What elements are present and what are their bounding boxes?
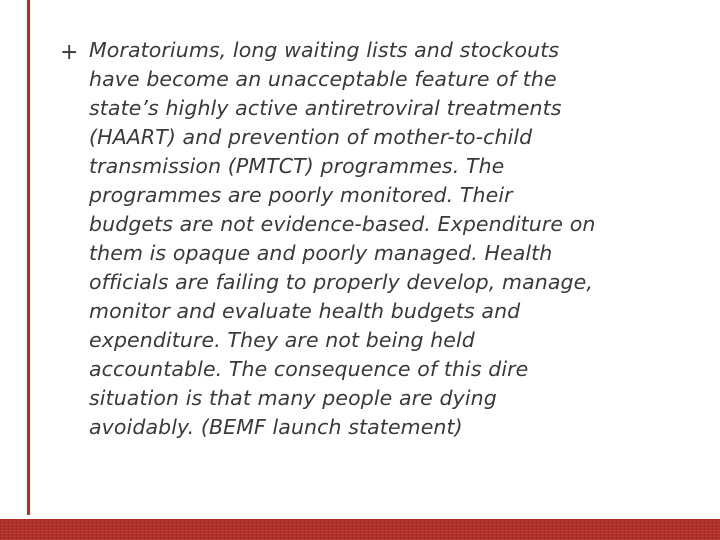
bullet-plus-marker: + (60, 40, 79, 65)
bullet-body-text: Moratoriums, long waiting lists and stockouts have become an unacceptable feature of the state’s highly active antiretroviral treatments (HAART) and prevention of mother-to-child transmission (PMTCT) programmes. The programmes are poorly monitored. Their budgets are not evidence-based. Expenditure on them is opaque and poorly managed. Health officials are failing to properly develop, manage, monitor and evaluate health budgets and expenditure. They are not being held accountable. The consequence of this dire situation is that many people are dying avoidably. (BEMF launch statement) (89, 38, 596, 439)
vertical-rule (27, 0, 30, 540)
footer-bar (0, 519, 720, 540)
